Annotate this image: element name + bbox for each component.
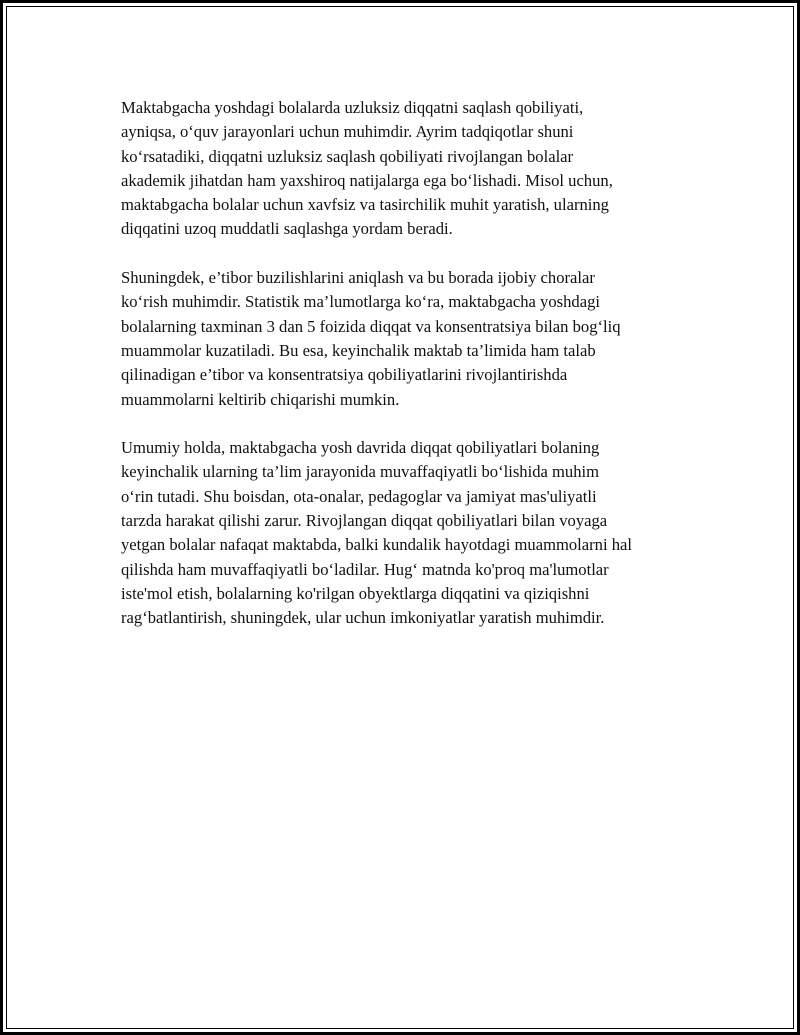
text-line: qilishda ham muvaffaqiyatli bo‘ladilar. Hug‘ matnda ko'proq ma'lumotlar [121, 559, 609, 579]
text-line: o‘rin tutadi. Shu boisdan, ota-onalar, pedagoglar va jamiyat mas'uliyatli [121, 486, 597, 506]
text-line: qilinadigan e’tibor va konsentratsiya qobiliyatlarini rivojlantirishda [121, 365, 568, 385]
text-line: diqqatini uzoq muddatli saqlashga yordam beradi. [121, 219, 453, 239]
text-line: maktabgacha bolalar uchun xavfsiz va tasirchilik muhit yaratish, ularning [121, 195, 609, 215]
text-line: akademik jihatdan ham yaxshiroq natijalarga ega bo‘lishadi. Misol uchun, [121, 170, 613, 190]
text-line: muammolar kuzatiladi. Bu esa, keyinchalik maktab ta’limida ham talab [121, 340, 596, 360]
text-line: yetgan bolalar nafaqat maktabda, balki kundalik hayotdagi muammolarni hal [121, 535, 633, 555]
text-line: Maktabgacha yoshdagi bolalarda uzluksiz diqqatni saqlash qobiliyati, [121, 98, 584, 117]
text-line: muammolarni keltirib chiqarishi mumkin. [121, 389, 400, 409]
text-line: bolalarning taxminan 3 dan 5 foizida diqqat va konsentratsiya bilan bog‘liq [121, 316, 621, 336]
body-text [121, 96, 701, 655]
paragraph-2 [121, 266, 701, 412]
text-line: ko‘rsatadiki, diqqatni uzluksiz saqlash qobiliyati rivojlangan bolalar [121, 146, 574, 166]
text-line: Umumiy holda, maktabgacha yosh davrida diqqat qobiliyatlari bolaning [121, 438, 600, 458]
text-line: ko‘rish muhimdir. Statistik ma’lumotlarga ko‘ra, maktabgacha yoshdagi [121, 292, 600, 312]
text-line: iste'mol etish, bolalarning ko'rilgan obyektlarga diqqatini va qiziqishni [121, 583, 590, 603]
text-line: tarzda harakat qilishi zarur. Rivojlangan diqqat qobiliyatlari bilan voyaga [121, 511, 608, 531]
text-line: keyinchalik ularning ta’lim jarayonida muvaffaqiyatli bo‘lishida muhim [121, 462, 600, 482]
paragraph-3 [121, 436, 701, 630]
paragraph-1 [121, 96, 701, 242]
text-line: Shuningdek, e’tibor buzilishlarini aniqlash va bu borada ijobiy choralar [121, 268, 595, 288]
text-line: rag‘batlantirish, shuningdek, ular uchun imkoniyatlar yaratish muhimdir. [121, 608, 605, 628]
text-line: ayniqsa, o‘quv jarayonlari uchun muhimdir. Ayrim tadqiqotlar shuni [121, 122, 574, 142]
